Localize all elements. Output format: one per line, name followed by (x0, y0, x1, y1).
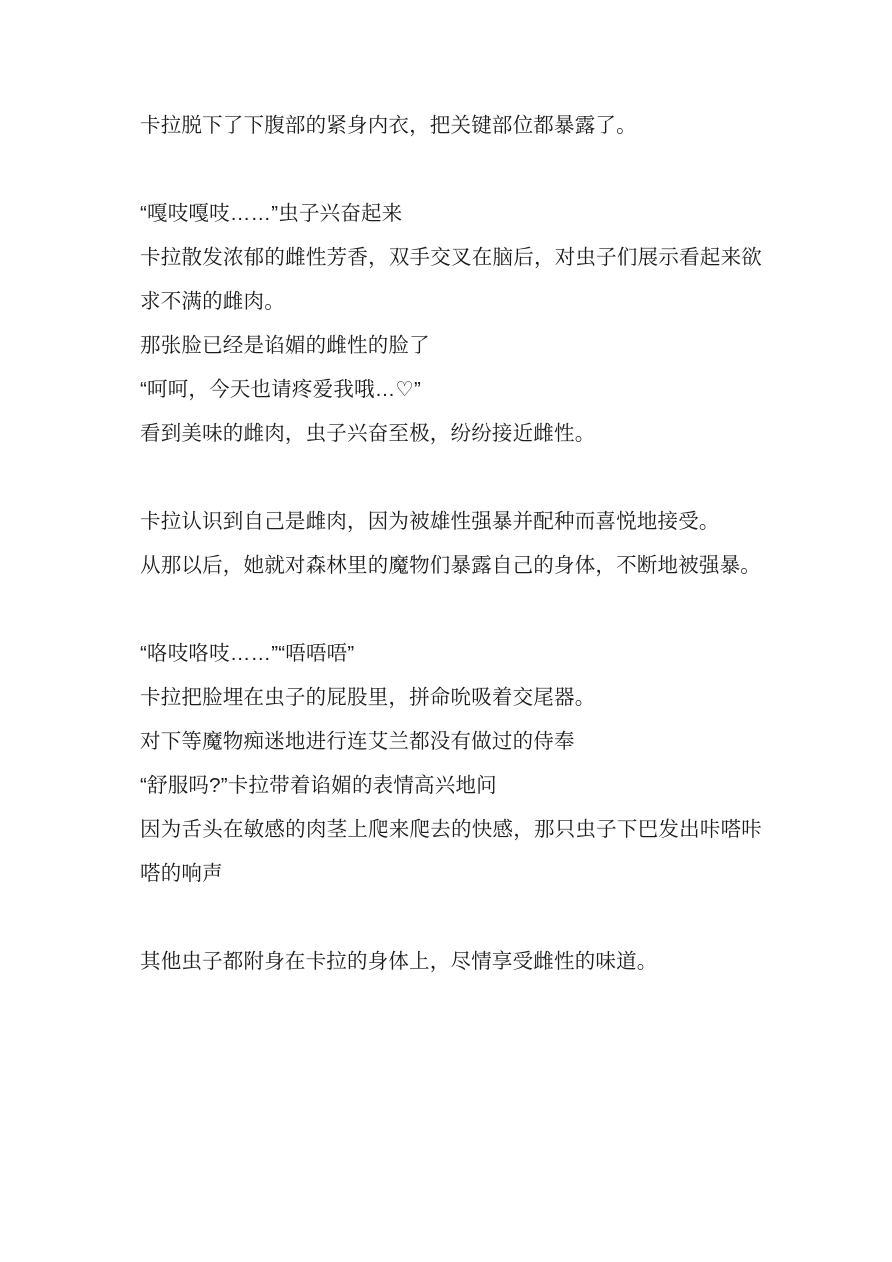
paragraph-gap-3 (140, 588, 762, 632)
paragraph-5: “呵呵，今天也请疼爱我哦…♡” (140, 378, 422, 401)
document-text-body (140, 104, 762, 984)
paragraph-3: 卡拉散发浓郁的雌性芳香，双手交叉在脑后，对虫子们展示看起来欲求不满的雌肉。 (140, 246, 762, 313)
paragraph-14: 其他虫子都附身在卡拉的身体上，尽情享受雌性的味道。 (140, 950, 658, 973)
paragraph-11: 对下等魔物痴迷地进行连艾兰都没有做过的侍奉 (140, 730, 575, 753)
paragraph-6: 看到美味的雌肉，虫子兴奋至极，纷纷接近雌性。 (140, 422, 596, 445)
paragraph-8: 从那以后，她就对森林里的魔物们暴露自己的身体，不断地被强暴。 (140, 554, 761, 577)
paragraph-gap-1 (140, 148, 762, 192)
paragraph-10: 卡拉把脸埋在虫子的屁股里，拼命吮吸着交尾器。 (140, 686, 596, 709)
paragraph-9: “咯吱咯吱……”“唔唔唔” (140, 642, 355, 665)
paragraph-4: 那张脸已经是谄媚的雌性的脸了 (140, 334, 430, 357)
paragraph-gap-2 (140, 456, 762, 500)
paragraph-7: 卡拉认识到自己是雌肉，因为被雄性强暴并配种而喜悦地接受。 (140, 510, 720, 533)
paragraph-12: “舒服吗?”卡拉带着谄媚的表情高兴地问 (140, 774, 497, 797)
paragraph-gap-4 (140, 896, 762, 940)
paragraph-1: 卡拉脱下了下腹部的紧身内衣，把关键部位都暴露了。 (140, 114, 637, 137)
paragraph-13: 因为舌头在敏感的肉茎上爬来爬去的快感，那只虫子下巴发出咔嗒咔嗒的响声 (140, 818, 762, 885)
paragraph-2: “嘎吱嘎吱……”虫子兴奋起来 (140, 202, 403, 225)
